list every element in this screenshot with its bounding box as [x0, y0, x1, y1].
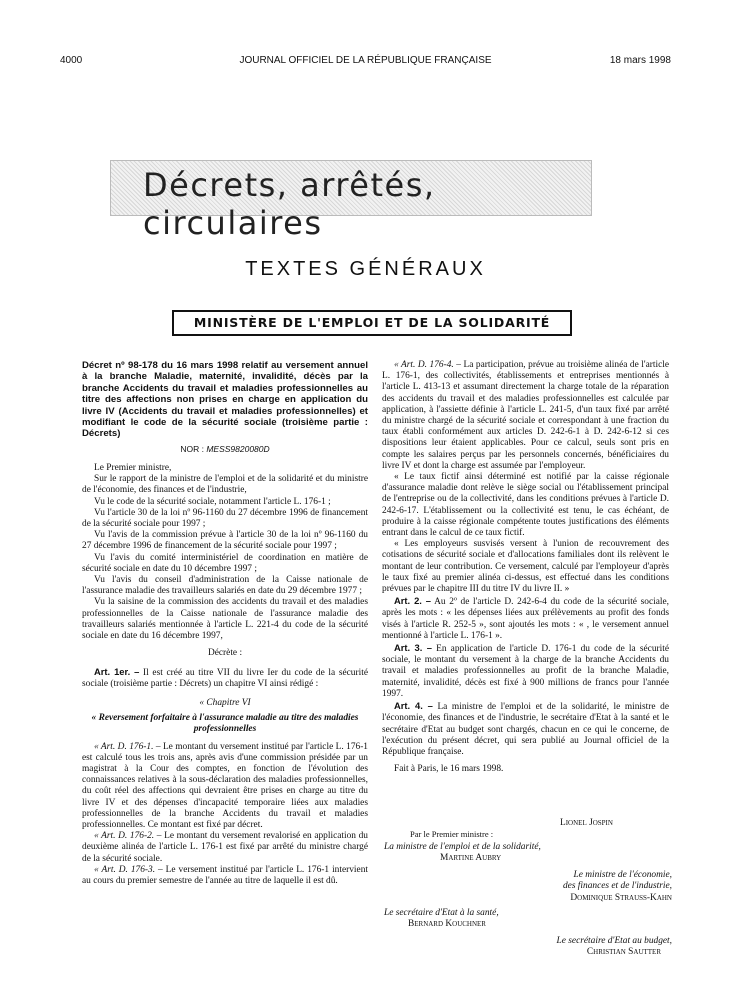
paragraph: Vu la saisine de la commission des accidents du travail et des maladies professionnelles de la Caisse nationale de l'assurance maladie des travailleurs salariés mentionnée à l'article L. 221-4 du code de la sécurité sociale en date du 16 décembre 1997, [82, 597, 368, 642]
article-text: – Le montant du versement institué par l'article L. 176-1 est calculé tous les trois ans, après avis d'une commission présidée par un magistrat à la Cour des comptes, en fonction de l'évolution des connaissances relatives à la sous-déclaration des maladies professionnelles, du coût réel des affections qui devraient être prises en charge au titre du livre IV et des dépenses d'incapacité temporaire liées aux maladies professionnelles de la branche Accidents du travail et maladies professionnelles. Ce montant est fixé par décret. [82, 741, 368, 830]
article-text: Au 2º de l'article D. 242-6-4 du code de la sécurité sociale, après les mots : « les dépenses liées aux prélèvements au profit des fonds visés à l'article R. 252-5 », sont ajoutés les mots : « , le versement annuel mentionné à l'article L. 176-1 ». [382, 597, 669, 641]
section-heading: TEXTES GÉNÉRAUX [245, 258, 486, 280]
paragraph: Le Premier ministre, [94, 463, 172, 474]
issue-date: 18 mars 1998 [609, 55, 671, 66]
article-label: « Art. D. 176-4. [394, 360, 454, 370]
article-label: « Art. D. 176-3. [94, 864, 156, 875]
signature-by: Par le Premier ministre : [410, 829, 494, 839]
section-banner [110, 160, 592, 242]
paragraph: Vu l'avis du conseil d'administration de la Caisse nationale de l'assurance maladie des travailleurs salariés en date du 29 décembre 1977 ; [82, 575, 368, 597]
article-text: Il est créé au titre VII du livre Ier du code de la sécurité sociale (troisième partie : Décrets) un chapitre VI ainsi rédigé : [82, 667, 368, 689]
article-text: – Le versement institué par l'article L. 176-1 intervient au cours du premier semestre de l'année au titre de laquelle il est dû. [82, 864, 368, 886]
article-d176-4 [382, 360, 669, 472]
chapter-title: « Reversement forfaitaire à l'assurance maladie au titre des maladies professionnelles [91, 713, 359, 735]
paragraph: Vu l'avis du comité interministériel de coordination en matière de sécurité sociale en date du 10 décembre 1997 ; [82, 552, 368, 574]
article-d176-2 [82, 831, 368, 865]
article-label: Art. 1er. – [94, 665, 140, 677]
decrete-label: Décrète : [207, 648, 243, 659]
paragraph: Vu le code de la sécurité sociale, notamment l'article L. 176-1 ; [94, 496, 331, 507]
left-column [82, 360, 368, 887]
article-text: – La participation, prévue au troisième alinéa de l'article L. 176-1, des collectivités, établissements et entreprises mentionnés à l'article L. 413-13 et assumant directement la charge totale de la réparation des accidents du travail et des maladies professionnelles est calculée par application, à l'assiette définie à l'article L. 241-5, d'un taux fixé par arrêté du ministre chargé de la sécurité sociale et correspondant à une fraction du taux établi conformément aux articles D. 242-6-1 à D. 242-6-12 si ces dispositions leur étaient applicables. Pour ce calcul, seuls sont pris en compte les salaires perçus par les personnels concernés, bénéficiaires du livre IV et dont la charge est assumée par l'employeur. [382, 360, 670, 471]
article-d176-1 [82, 742, 368, 832]
journal-title: JOURNAL OFFICIEL DE LA RÉPUBLIQUE FRANÇAISE [239, 55, 492, 66]
signatory-title: Le secrétaire d'Etat au budget, [556, 936, 672, 946]
article-3 [382, 642, 669, 700]
signatory-name: Dominique Strauss-Kahn [570, 893, 672, 903]
article-text: En application de l'article D. 176-1 du code de la sécurité sociale, le montant du versement à la charge de la branche Accidents du travail et maladies professionnelles au profit de la branche Maladie, maternité, invalidité, décès est fixé à 900 millions de francs pour l'année 1997. [382, 644, 669, 699]
nor-reference [82, 444, 368, 455]
signatory-title: Le secrétaire d'Etat à la santé, [384, 908, 499, 918]
article-label: « Art. D. 176-2. [94, 831, 155, 842]
paragraph: Vu l'article 30 de la loi nº 96-1160 du 27 décembre 1996 de financement de la sécurité sociale pour 1997 ; [82, 507, 368, 530]
paragraph: « Le taux fictif ainsi déterminé est notifié par la caisse régionale d'assurance maladie dont relève le siège social ou l'établissement principal de l'entreprise ou de la collectivité, dans les conditions prévues à l'article D. 242-6-17. L'établissement ou la collectivité est tenu, le cas échéant, de produire à la caisse régionale compétente toutes justifications des éléments entrant dans le calcul de ce taux fictif. [382, 472, 669, 539]
signatory-title: des finances et de l'industrie, [562, 881, 672, 891]
nor-label: NOR : [180, 443, 207, 454]
signatory-title: Le ministre de l'économie, [573, 870, 672, 880]
right-column [382, 360, 669, 775]
article-label: Art. 3. – [394, 642, 432, 654]
signatory-title: La ministre de l'emploi et de la solidarité, [384, 842, 541, 852]
page-number: 4000 [60, 55, 83, 66]
chapter-heading: « Chapitre VI [199, 697, 251, 708]
paragraph: Sur le rapport de la ministre de l'emploi et de la solidarité et du ministre de l'économie, des finances et de l'industrie, [82, 474, 368, 496]
article-text: – Le montant du versement revalorisé en application du deuxième alinéa de l'article L. 176-1 est fixé par arrêté du ministre chargé de la sécurité sociale. [82, 831, 368, 864]
article-text: La ministre de l'emploi et de la solidarité, le ministre de l'économie, des finances et de l'industrie, le secrétaire d'Etat à la santé et le secrétaire d'Etat au budget sont chargés, chacun en ce qui le concerne, de l'exécution du présent décret, qui sera publié au Journal officiel de la République française. [382, 702, 670, 757]
article-4 [382, 700, 669, 758]
signatory-name: Martine Aubry [440, 853, 502, 863]
banner-title: Décrets, arrêtés, circulaires [143, 166, 436, 242]
ministry-box: MINISTÈRE DE L'EMPLOI ET DE LA SOLIDARITÉ [172, 310, 572, 336]
signatory-name: Bernard Kouchner [408, 919, 486, 929]
decree-title: Décret nº 98-178 du 16 mars 1998 relatif au versement annuel à la branche Maladie, maternité, invalidité, décès par la branche Accidents du travail et maladies professionnelles au titre des affections non prises en charge en application du livre IV (Accidents du travail et maladies professionnelles) et modifiant le code de la sécurité sociale (troisième partie : Décrets) [82, 360, 368, 440]
article-label: Art. 2. – [394, 595, 432, 607]
article-label: Art. 4. – [394, 700, 433, 712]
article-label: « Art. D. 176-1. [94, 741, 154, 752]
article-d176-3 [82, 865, 368, 887]
article-1 [82, 666, 368, 690]
signature-date: Fait à Paris, le 16 mars 1998. [394, 764, 504, 775]
page-header [60, 55, 671, 71]
nor-code: MESS9820080D [206, 443, 270, 454]
paragraph: Vu l'avis de la commission prévue à l'article 30 de la loi nº 96-1160 du 27 décembre 1996 de financement de la sécurité sociale pour 1997 ; [82, 530, 368, 552]
article-2 [382, 595, 669, 642]
signatory-name: Christian Sautter [586, 947, 661, 957]
paragraph: « Les employeurs susvisés versent à l'union de recouvrement des cotisations de sécurité sociale et d'allocations familiales dont ils relèvent le montant de leur contribution. Ce versement, calculé par l'employeur d'après le taux fixé au premier alinéa ci-dessus, est effectué dans les conditions prévues par le chapitre III du titre IV du livre II. » [382, 539, 669, 595]
signatory-pm: Lionel Jospin [560, 818, 613, 828]
